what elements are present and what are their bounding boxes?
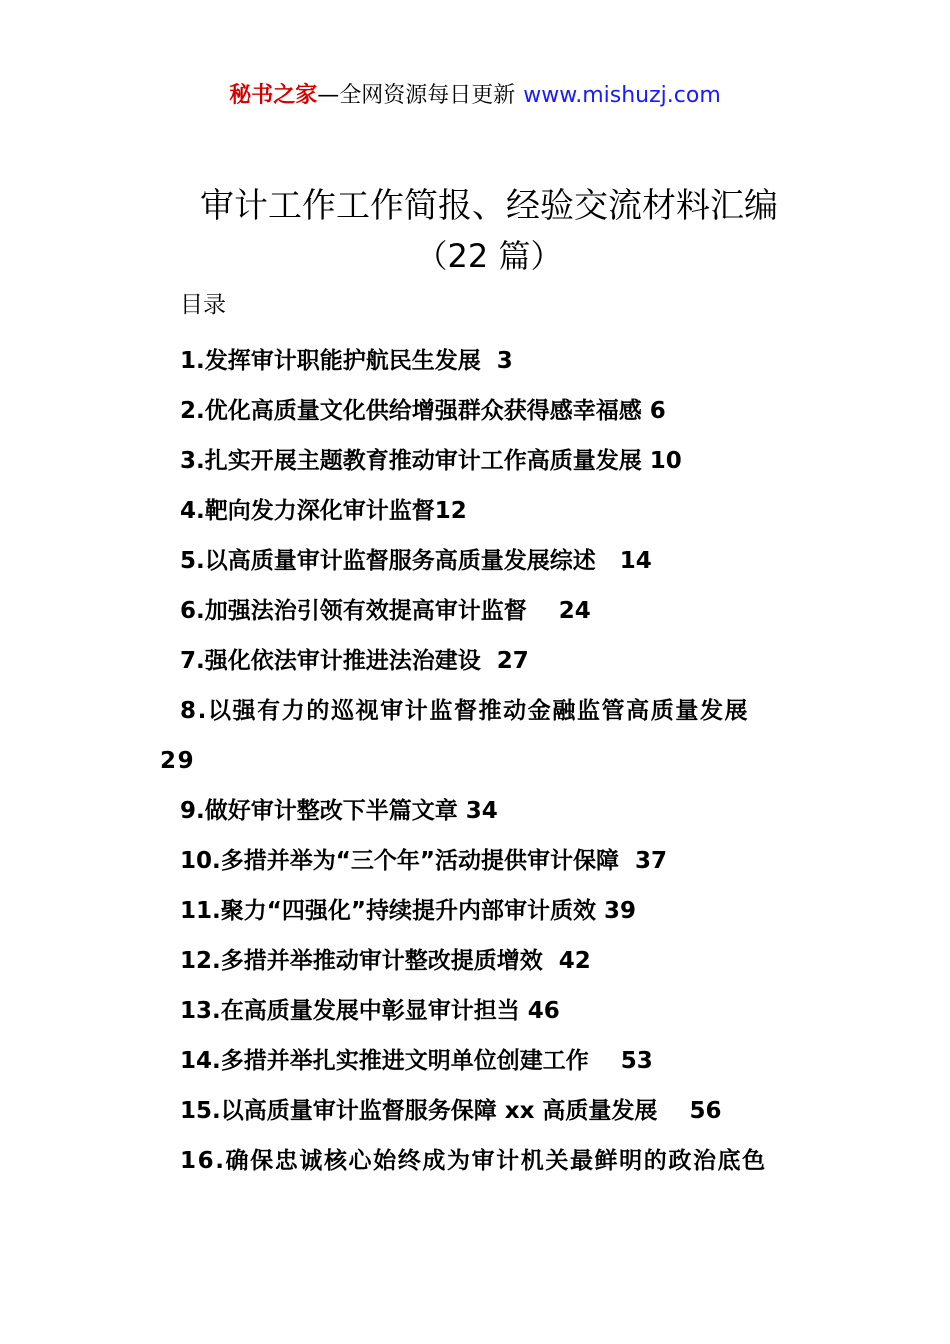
- brand-name: 秘书之家: [229, 83, 318, 108]
- toc-item[interactable]: 13.在高质量发展中彰显审计担当 46: [180, 998, 560, 1024]
- toc-item[interactable]: 3.扎实开展主题教育推动审计工作高质量发展 10: [180, 448, 682, 474]
- toc-item[interactable]: 2.优化高质量文化供给增强群众获得感幸福感 6: [180, 398, 666, 424]
- toc-item-title: 8.以强有力的巡视审计监督推动金融监管高质量发展: [180, 698, 750, 724]
- toc-item[interactable]: 12.多措并举推动审计整改提质增效 42: [180, 948, 591, 974]
- document-title: 审计工作工作简报、经验交流材料汇编: [200, 186, 778, 226]
- toc-heading: 目录: [180, 292, 226, 318]
- site-url-link[interactable]: www.mishuzj.com: [523, 83, 721, 108]
- toc-item[interactable]: 1.发挥审计职能护航民生发展 3: [180, 348, 513, 374]
- toc-item[interactable]: 16.确保忠诚核心始终成为审计机关最鲜明的政治底色: [180, 1148, 767, 1174]
- document-subtitle: （22 篇）: [415, 237, 563, 275]
- toc-item[interactable]: 10.多措并举为“三个年”活动提供审计保障 37: [180, 848, 667, 874]
- toc-item[interactable]: 5.以高质量审计监督服务高质量发展综述 14: [180, 548, 652, 574]
- toc-item[interactable]: 7.强化依法审计推进法治建设 27: [180, 648, 529, 674]
- table-of-contents: [160, 336, 860, 1186]
- toc-item[interactable]: 14.多措并举扎实推进文明单位创建工作 53: [180, 1048, 653, 1074]
- site-header: [0, 80, 950, 112]
- toc-item[interactable]: [160, 686, 860, 786]
- toc-item[interactable]: 6.加强法治引领有效提高审计监督 24: [180, 598, 591, 624]
- toc-item[interactable]: 9.做好审计整改下半篇文章 34: [180, 798, 498, 824]
- header-tagline: —全网资源每日更新: [317, 83, 516, 108]
- toc-item[interactable]: 15.以高质量审计监督服务保障 xx 高质量发展 56: [180, 1098, 722, 1124]
- toc-item[interactable]: 4.靶向发力深化审计监督12: [180, 498, 467, 524]
- toc-item[interactable]: 11.聚力“四强化”持续提升内部审计质效 39: [180, 898, 636, 924]
- toc-item-page: 29: [160, 748, 196, 774]
